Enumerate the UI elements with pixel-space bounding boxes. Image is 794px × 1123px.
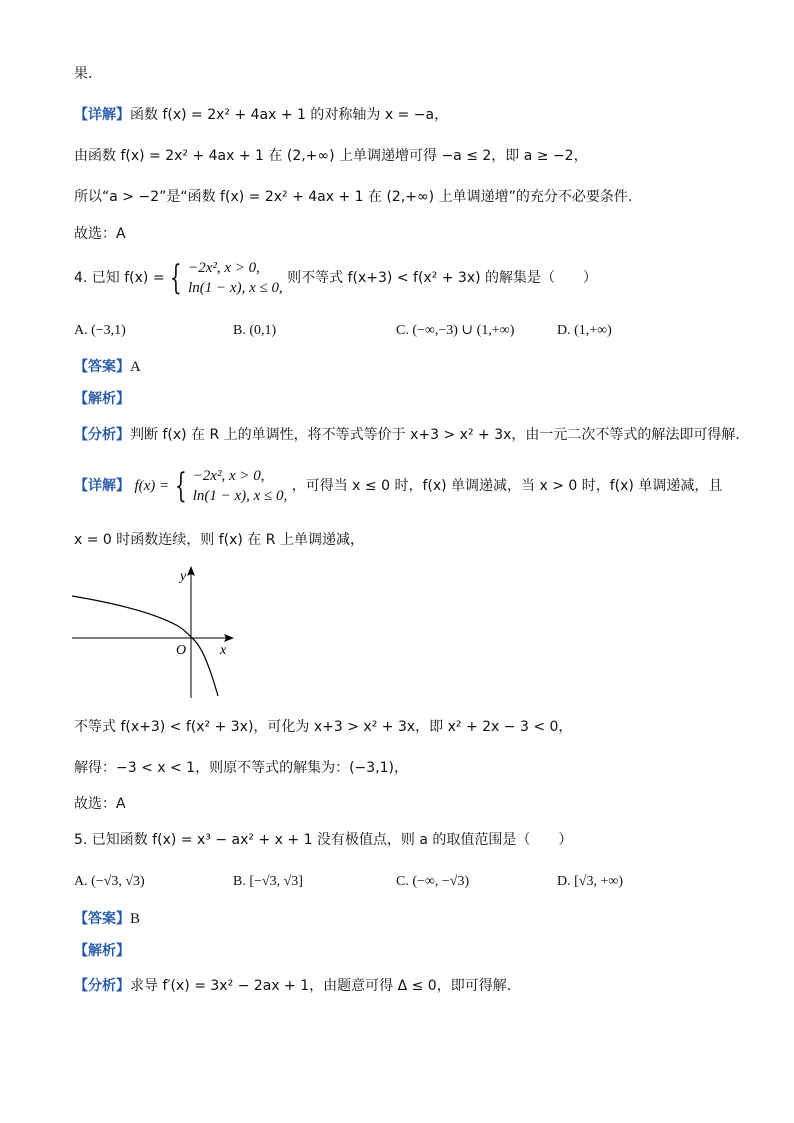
fenxi-text: 求导 f′(x) = 3x² − 2ax + 1，由题意可得 Δ ≤ 0，即可得解.	[130, 978, 512, 994]
question-4-stem	[74, 258, 597, 298]
text-line: 不等式 f(x+3) < f(x² + 3x)，可化为 x+3 > x² + 3x，即 x² + 2x − 3 < 0，	[74, 719, 573, 735]
answer-value: B	[130, 911, 141, 927]
case-1: −2x², x > 0,	[188, 260, 260, 276]
answer-line	[74, 909, 140, 929]
q4-prefix: 4. 已知 f(x) =	[74, 270, 165, 286]
answer-line	[74, 357, 141, 377]
case-2: ln(1 − x), x ≤ 0,	[188, 280, 283, 296]
option-d: D. (1,+∞)	[557, 323, 612, 338]
brace-glyph: {	[169, 258, 182, 298]
origin-label: O	[176, 643, 187, 658]
piecewise-cases	[193, 466, 288, 506]
brace-glyph: {	[174, 466, 187, 506]
case-2: ln(1 − x), x ≤ 0,	[192, 488, 288, 504]
q4-suffix: 则不等式 f(x+3) < f(x² + 3x) 的解集是（ ）	[287, 270, 598, 286]
xj-prefix: f(x) =	[134, 478, 170, 494]
option-d: D. [√3, +∞)	[557, 874, 623, 889]
curve	[72, 596, 218, 696]
line-text: 函数 f(x) = 2x² + 4ax + 1 的对称轴为 x = −a，	[130, 107, 449, 123]
text-line: 故选：A	[74, 226, 126, 242]
fenxi-line	[74, 425, 740, 445]
answer-value: A	[130, 359, 141, 375]
answer-tag: 【答案】	[74, 359, 130, 375]
fenxi-tag: 【分析】	[74, 427, 130, 443]
option-c: C. (−∞, −√3)	[396, 874, 470, 889]
y-axis-label: y	[180, 569, 187, 584]
option-a: A. (−√3, √3)	[74, 874, 145, 889]
option-b: B. [−√3, √3]	[233, 874, 303, 889]
jiexi-tag: 【解析】	[74, 943, 130, 959]
analysis-heading	[74, 941, 130, 961]
jiexi-tag: 【解析】	[74, 391, 130, 407]
fenxi-text: 判断 f(x) 在 R 上的单调性，将不等式等价于 x+3 > x² + 3x，由一元二次不等式的解法即可得解.	[130, 427, 740, 443]
text-line	[74, 105, 448, 125]
piecewise-cases	[188, 258, 283, 298]
option-c: C. (−∞,−3) ∪ (1,+∞)	[396, 323, 515, 338]
x-axis-label: x	[220, 643, 227, 658]
text-line: 解得：−3 < x < 1，则原不等式的解集为：(−3,1)，	[74, 760, 409, 776]
option-b: B. (0,1)	[233, 323, 277, 338]
analysis-heading	[74, 389, 130, 409]
function-graph	[68, 560, 248, 705]
question-5-stem: 5. 已知函数 f(x) = x³ − ax² + x + 1 没有极值点，则 a 的取值范围是（ ）	[74, 832, 573, 848]
text-line: 所以“a > −2”是“函数 f(x) = 2x² + 4ax + 1 在 (2,+∞) 上单调递增”的充分不必要条件.	[74, 189, 633, 205]
text-line: 由函数 f(x) = 2x² + 4ax + 1 在 (2,+∞) 上单调递增可得 −a ≤ 2，即 a ≥ −2，	[74, 148, 588, 164]
case-1: −2x², x > 0,	[192, 468, 265, 484]
section-tag: 【详解】	[74, 107, 130, 123]
text-line: x = 0 时函数连续，则 f(x) 在 R 上单调递减，	[74, 532, 364, 548]
fenxi-line	[74, 976, 511, 996]
text-line: 故选：A	[74, 796, 126, 812]
text-line: 果.	[74, 66, 93, 82]
xj-suffix: ，可得当 x ≤ 0 时，f(x) 单调递减，当 x > 0 时，f(x) 单调递减，且	[291, 478, 723, 494]
answer-tag: 【答案】	[74, 911, 130, 927]
fenxi-tag: 【分析】	[74, 978, 130, 994]
xiangjie-tag: 【详解】	[74, 478, 130, 494]
xiangjie-line	[74, 466, 722, 506]
option-a: A. (−3,1)	[74, 323, 126, 338]
